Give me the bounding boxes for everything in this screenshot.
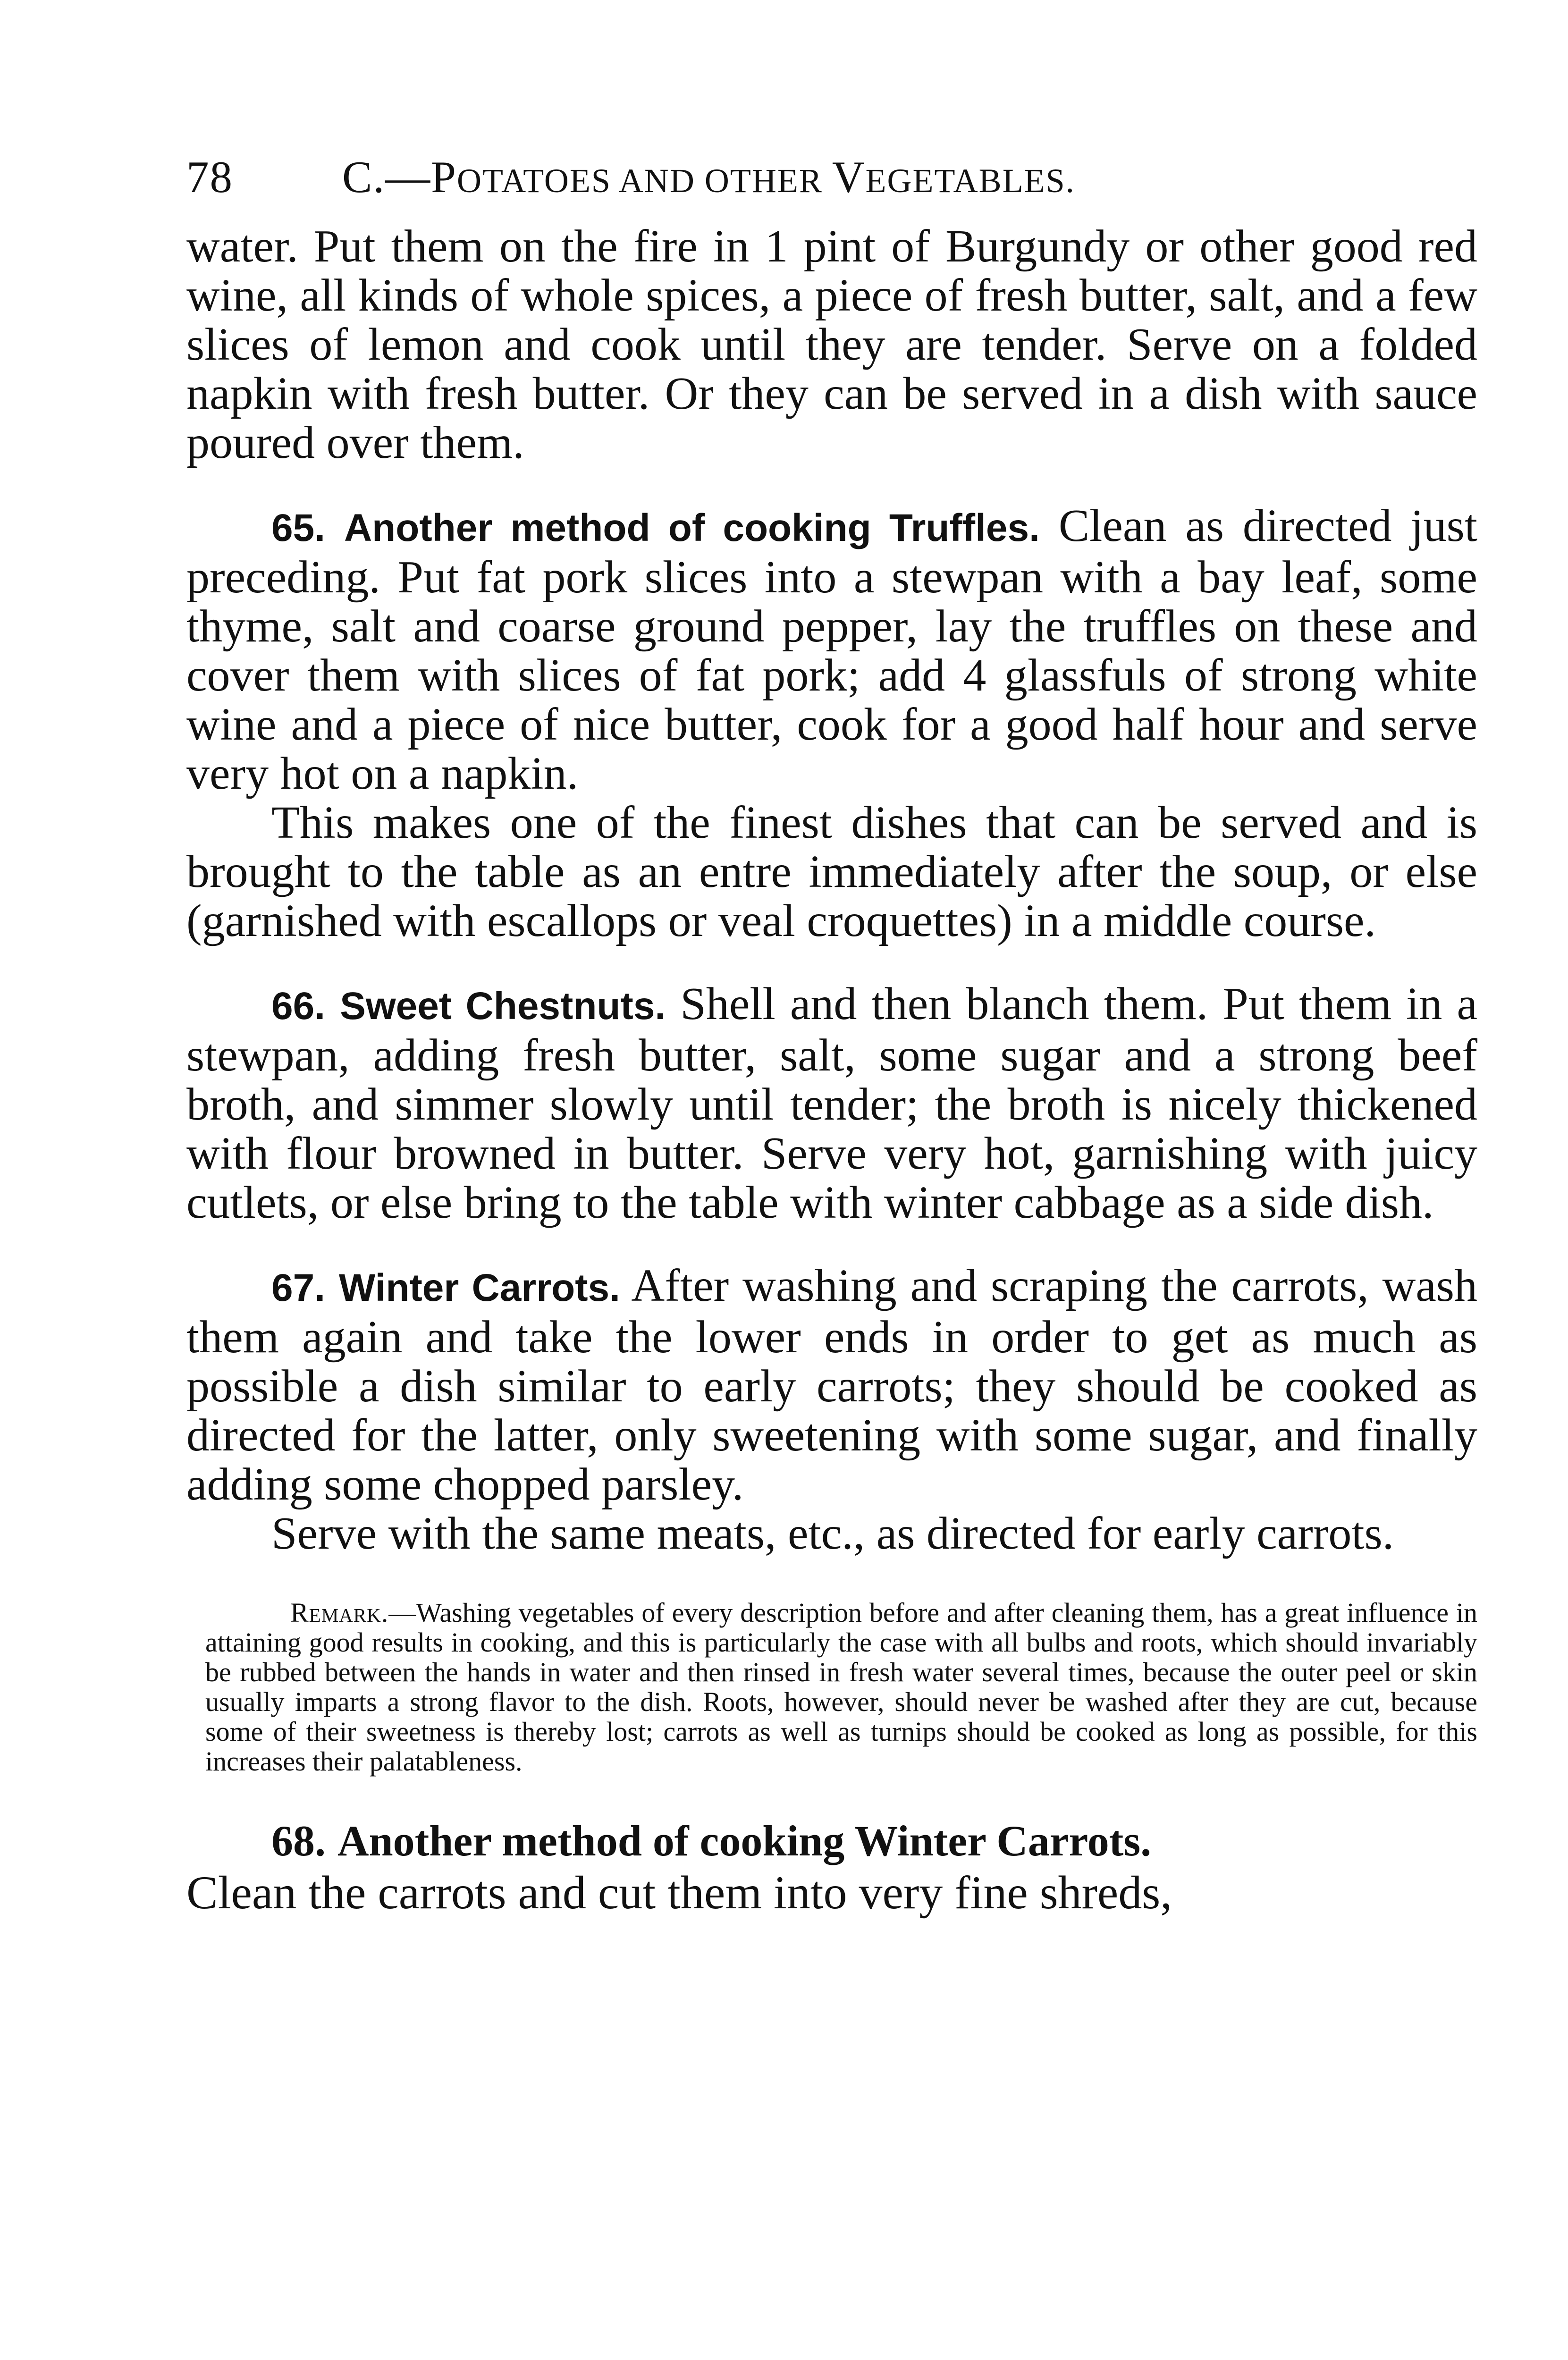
recipe-68 — [186, 1814, 1477, 1919]
recipe-67 — [186, 1261, 1477, 1558]
recipe-65 — [186, 501, 1477, 945]
header-title-initial-v: V — [832, 152, 866, 202]
recipe-number: 68. — [271, 1817, 326, 1865]
recipe-number: 67. — [271, 1266, 325, 1309]
header-title-initial-p: P — [431, 152, 457, 202]
remark-text: —Washing vegetables of every description before and after cleaning them, has a great influence in attaining good results in cooking, and this is particularly the case with all bulbs and roots, which should invariably be rubbed between the hands in water and then rinsed in fresh water several times, because the outer peel or skin usually imparts a strong flavor to the dish. Roots, however, should never be washed after they are cut, because some of their sweetness is thereby lost; carrots as well as turnips should be cooked as long as possible, for this increases their palatableness. — [205, 1597, 1477, 1777]
header-title-otatoes: OTATOES AND OTHER — [456, 162, 832, 200]
recipe-67-note: Serve with the same meats, etc., as directed for early carrots. — [271, 1508, 1394, 1559]
remark-note — [205, 1598, 1477, 1776]
recipe-title: Another method of cooking Winter Carrots. — [337, 1817, 1152, 1865]
recipe-66 — [186, 979, 1477, 1227]
continuation-paragraph: water. Put them on the fire in 1 pint of Burgundy or other good red wine, all kinds of whole spices, a piece of fresh butter, salt, and a few slices of lemon and cook until they are tender. Serve on a folded napkin with fresh butter. Or they can be served in a dish with sauce poured over them. — [186, 221, 1477, 468]
recipe-number: 66. — [271, 985, 325, 1028]
recipe-title: Sweet Chestnuts. — [340, 985, 666, 1028]
header-title-egetables: EGETABLES. — [865, 162, 1075, 200]
page-number: 78 — [186, 152, 233, 202]
recipe-66-body — [186, 979, 1477, 1227]
recipe-68-heading — [186, 1814, 1477, 1867]
recipe-title: Winter Carrots. — [338, 1266, 620, 1309]
recipe-65-note: This makes one of the finest dishes that can be served and is brought to the table as an entre immediately after the soup, or else (garnished with escallops or veal croquettes) in a middle course. — [186, 797, 1477, 946]
recipe-67-body — [186, 1261, 1477, 1509]
recipe-text: Shell and then blanch them. Put them in a stewpan, adding fresh butter, salt, some sugar and a strong beef broth, and simmer slowly until tender; the broth is nicely thickened with flour browned in butter. Serve very hot, garnishing with juicy cutlets, or else bring to the table with winter cabbage as a side dish. — [186, 978, 1478, 1228]
book-page — [186, 151, 1477, 1919]
remark-label: Remark. — [290, 1597, 389, 1628]
recipe-65-body — [186, 501, 1477, 798]
section-letter: C.— — [342, 152, 431, 202]
recipe-text: After washing and scraping the carrots, wash them again and take the lower ends in order to get as much as possible a dish similar to early carrots; they should be cooked as directed for the latter, only sweetening with some sugar, and finally adding some chopped parsley. — [186, 1260, 1478, 1510]
recipe-number: 65. — [271, 506, 325, 549]
recipe-text: Clean as directed just preceding. Put fat pork slices into a stewpan with a bay leaf, some thyme, salt and coarse ground pepper, lay the truffles on these and cover them with slices of fat pork; add 4 glassfuls of strong white wine and a piece of nice butter, cook for a good half hour and serve very hot on a napkin. — [186, 500, 1478, 799]
recipe-title: Another method of cooking Truffles. — [344, 506, 1040, 549]
running-header — [186, 151, 1477, 203]
recipe-68-text: Clean the carrots and cut them into very fine shreds, — [186, 1866, 1172, 1919]
